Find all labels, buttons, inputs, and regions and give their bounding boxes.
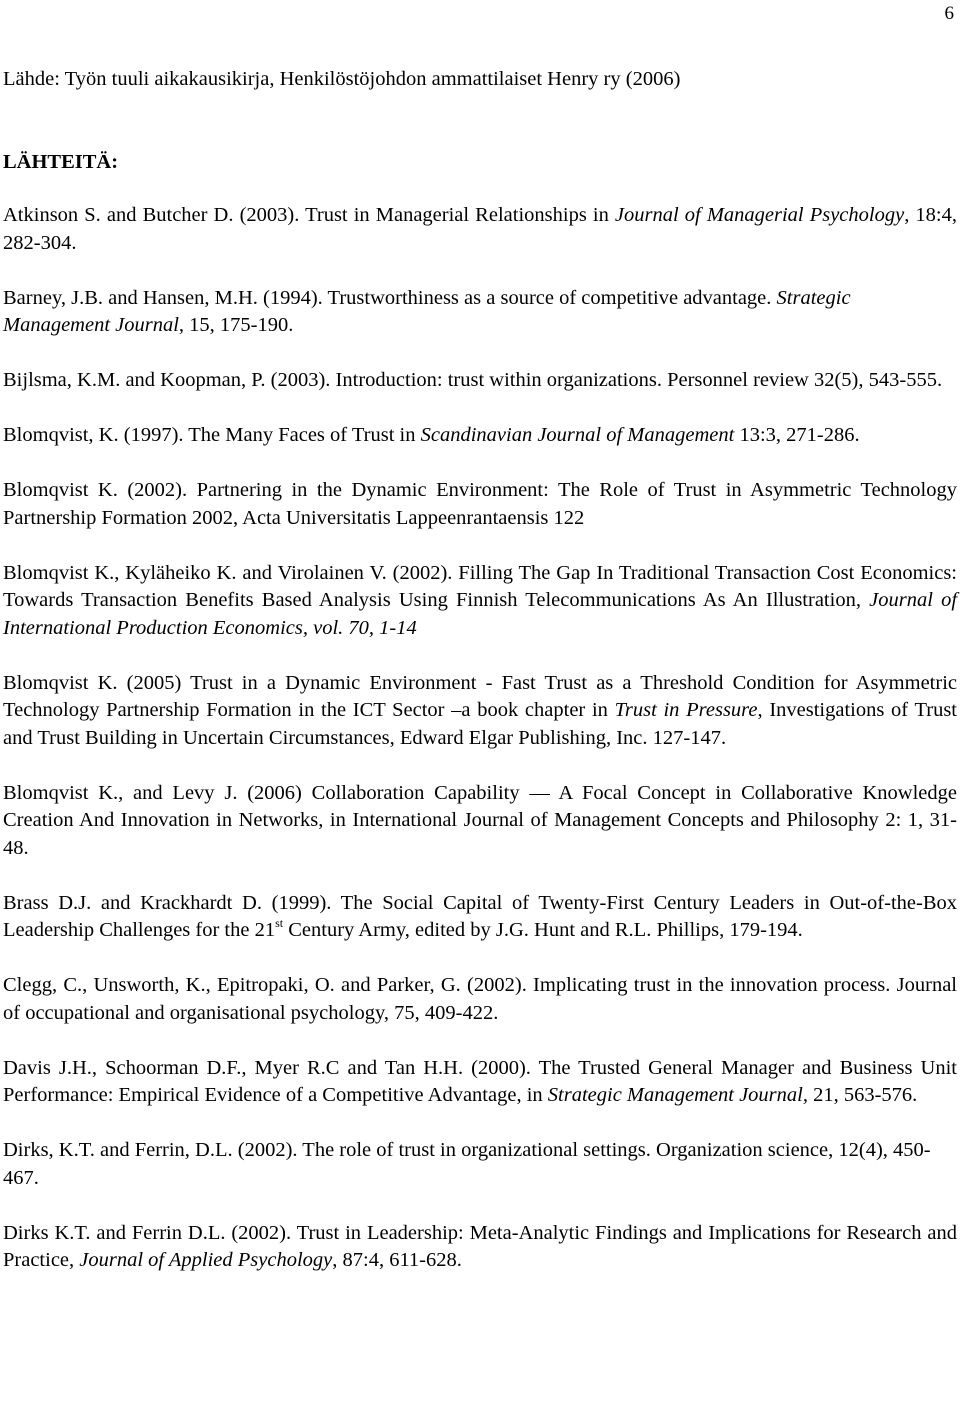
reference-text: Clegg, C., Unsworth, K., Epitropaki, O. and Parker, G. (2002). Implicating trust in the innovation process. Journal of occupational and organisational psychology, 75, 409-422.: [3, 974, 957, 1024]
reference-italic-text: Strategic Management Journal: [3, 286, 851, 336]
document-body: [3, 66, 957, 1275]
reference-entry: [3, 285, 957, 340]
reference-text: Dirks K.T. and Ferrin D.L. (2002). Trust in Leadership: Meta-Analytic Findings and Implications for Research and Practice,: [3, 1221, 957, 1271]
reference-text: , 15, 175-190.: [178, 314, 294, 336]
reference-italic-text: Scandinavian Journal of Management: [420, 424, 735, 446]
reference-text: Blomqvist K. (2002). Partnering in the Dynamic Environment: The Role of Trust in Asymmetric Technology Partnership Formation 2002, Acta Universitatis Lappeenrantaensis 122: [3, 479, 957, 529]
reference-text: Bijlsma, K.M. and Koopman, P. (2003). Introduction: trust within organizations. Personnel review 32(5), 543-555.: [3, 369, 943, 391]
reference-entry: [3, 972, 957, 1027]
reference-entry: [3, 670, 957, 753]
references-heading: LÄHTEITÄ:: [3, 150, 119, 173]
reference-text: Blomqvist K. (2005) Trust in a Dynamic Environment - Fast Trust as a Threshold Condition for Asymmetric Technology Partnership Formation in the ICT Sector –a book chapter in: [3, 671, 957, 721]
reference-entry: [3, 1055, 957, 1110]
reference-text: , 18:4, 282-304.: [3, 204, 957, 254]
reference-text: Atkinson S. and Butcher D. (2003). Trust in Managerial Relationships in: [3, 204, 615, 226]
reference-text: Barney, J.B. and Hansen, M.H. (1994). Trustworthiness as a source of competitive advantage.: [3, 286, 777, 309]
reference-entry: [3, 1220, 957, 1275]
reference-superscript: st: [275, 916, 284, 931]
reference-entry: [3, 367, 957, 395]
reference-entry: [3, 477, 957, 532]
reference-entry: [3, 780, 957, 863]
reference-text: , 87:4, 611-628.: [332, 1249, 462, 1271]
reference-text: 13:3, 271-286.: [734, 424, 860, 446]
reference-text: Brass D.J. and Krackhardt D. (1999). The Social Capital of Twenty-First Century Leaders in Out-of-the-Box Leadership Challenges for the 21: [3, 891, 957, 941]
reference-text: Blomqvist K., Kyläheiko K. and Virolainen V. (2002). Filling The Gap In Traditional Transaction Cost Economics: Towards Transaction Benefits Based Analysis Using Finnish Telecommunications As An Illustration,: [3, 561, 957, 611]
reference-list: [3, 202, 957, 1275]
reference-entry: [3, 560, 957, 643]
reference-italic-text: Journal of International Production Economics, vol. 70, 1-14: [3, 589, 958, 639]
reference-text: Blomqvist, K. (1997). The Many Faces of Trust in: [3, 424, 421, 446]
reference-entry: [3, 1137, 957, 1192]
reference-italic-text: Journal of Managerial Psychology: [614, 204, 905, 226]
reference-text: Dirks, K.T. and Ferrin, D.L. (2002). The role of trust in organizational settings. Organization science, 12(4), 450-467.: [3, 1139, 931, 1189]
reference-text: , Investigations of Trust and Trust Building in Uncertain Circumstances, Edward Elgar Publishing, Inc. 127-147.: [3, 699, 957, 749]
reference-entry: [3, 422, 957, 450]
reference-text: 21, 563-576.: [807, 1084, 918, 1106]
reference-text: Blomqvist K., and Levy J. (2006) Collaboration Capability — A Focal Concept in Collaborative Knowledge Creation And Innovation in Networks, in International Journal of Management Concepts and Philosophy 2: 1, 31-48.: [3, 781, 957, 859]
reference-italic-text: Trust in Pressure: [614, 699, 758, 721]
reference-entry: [3, 890, 957, 945]
reference-entry: [3, 202, 957, 257]
reference-italic-text: Journal of Applied Psychology: [79, 1249, 333, 1271]
reference-text: Century Army, edited by J.G. Hunt and R.L. Phillips, 179-194.: [283, 919, 803, 941]
reference-text: Davis J.H., Schoorman D.F., Myer R.C and Tan H.H. (2000). The Trusted General Manager and Business Unit Performance: Empirical Evidence of a Competitive Advantage, in: [3, 1056, 957, 1106]
reference-italic-text: Strategic Management Journal,: [547, 1084, 808, 1106]
page-number: 6: [944, 3, 954, 24]
source-line: Lähde: Työn tuuli aikakausikirja, Henkilöstöjohdon ammattilaiset Henry ry (2006): [3, 68, 681, 90]
